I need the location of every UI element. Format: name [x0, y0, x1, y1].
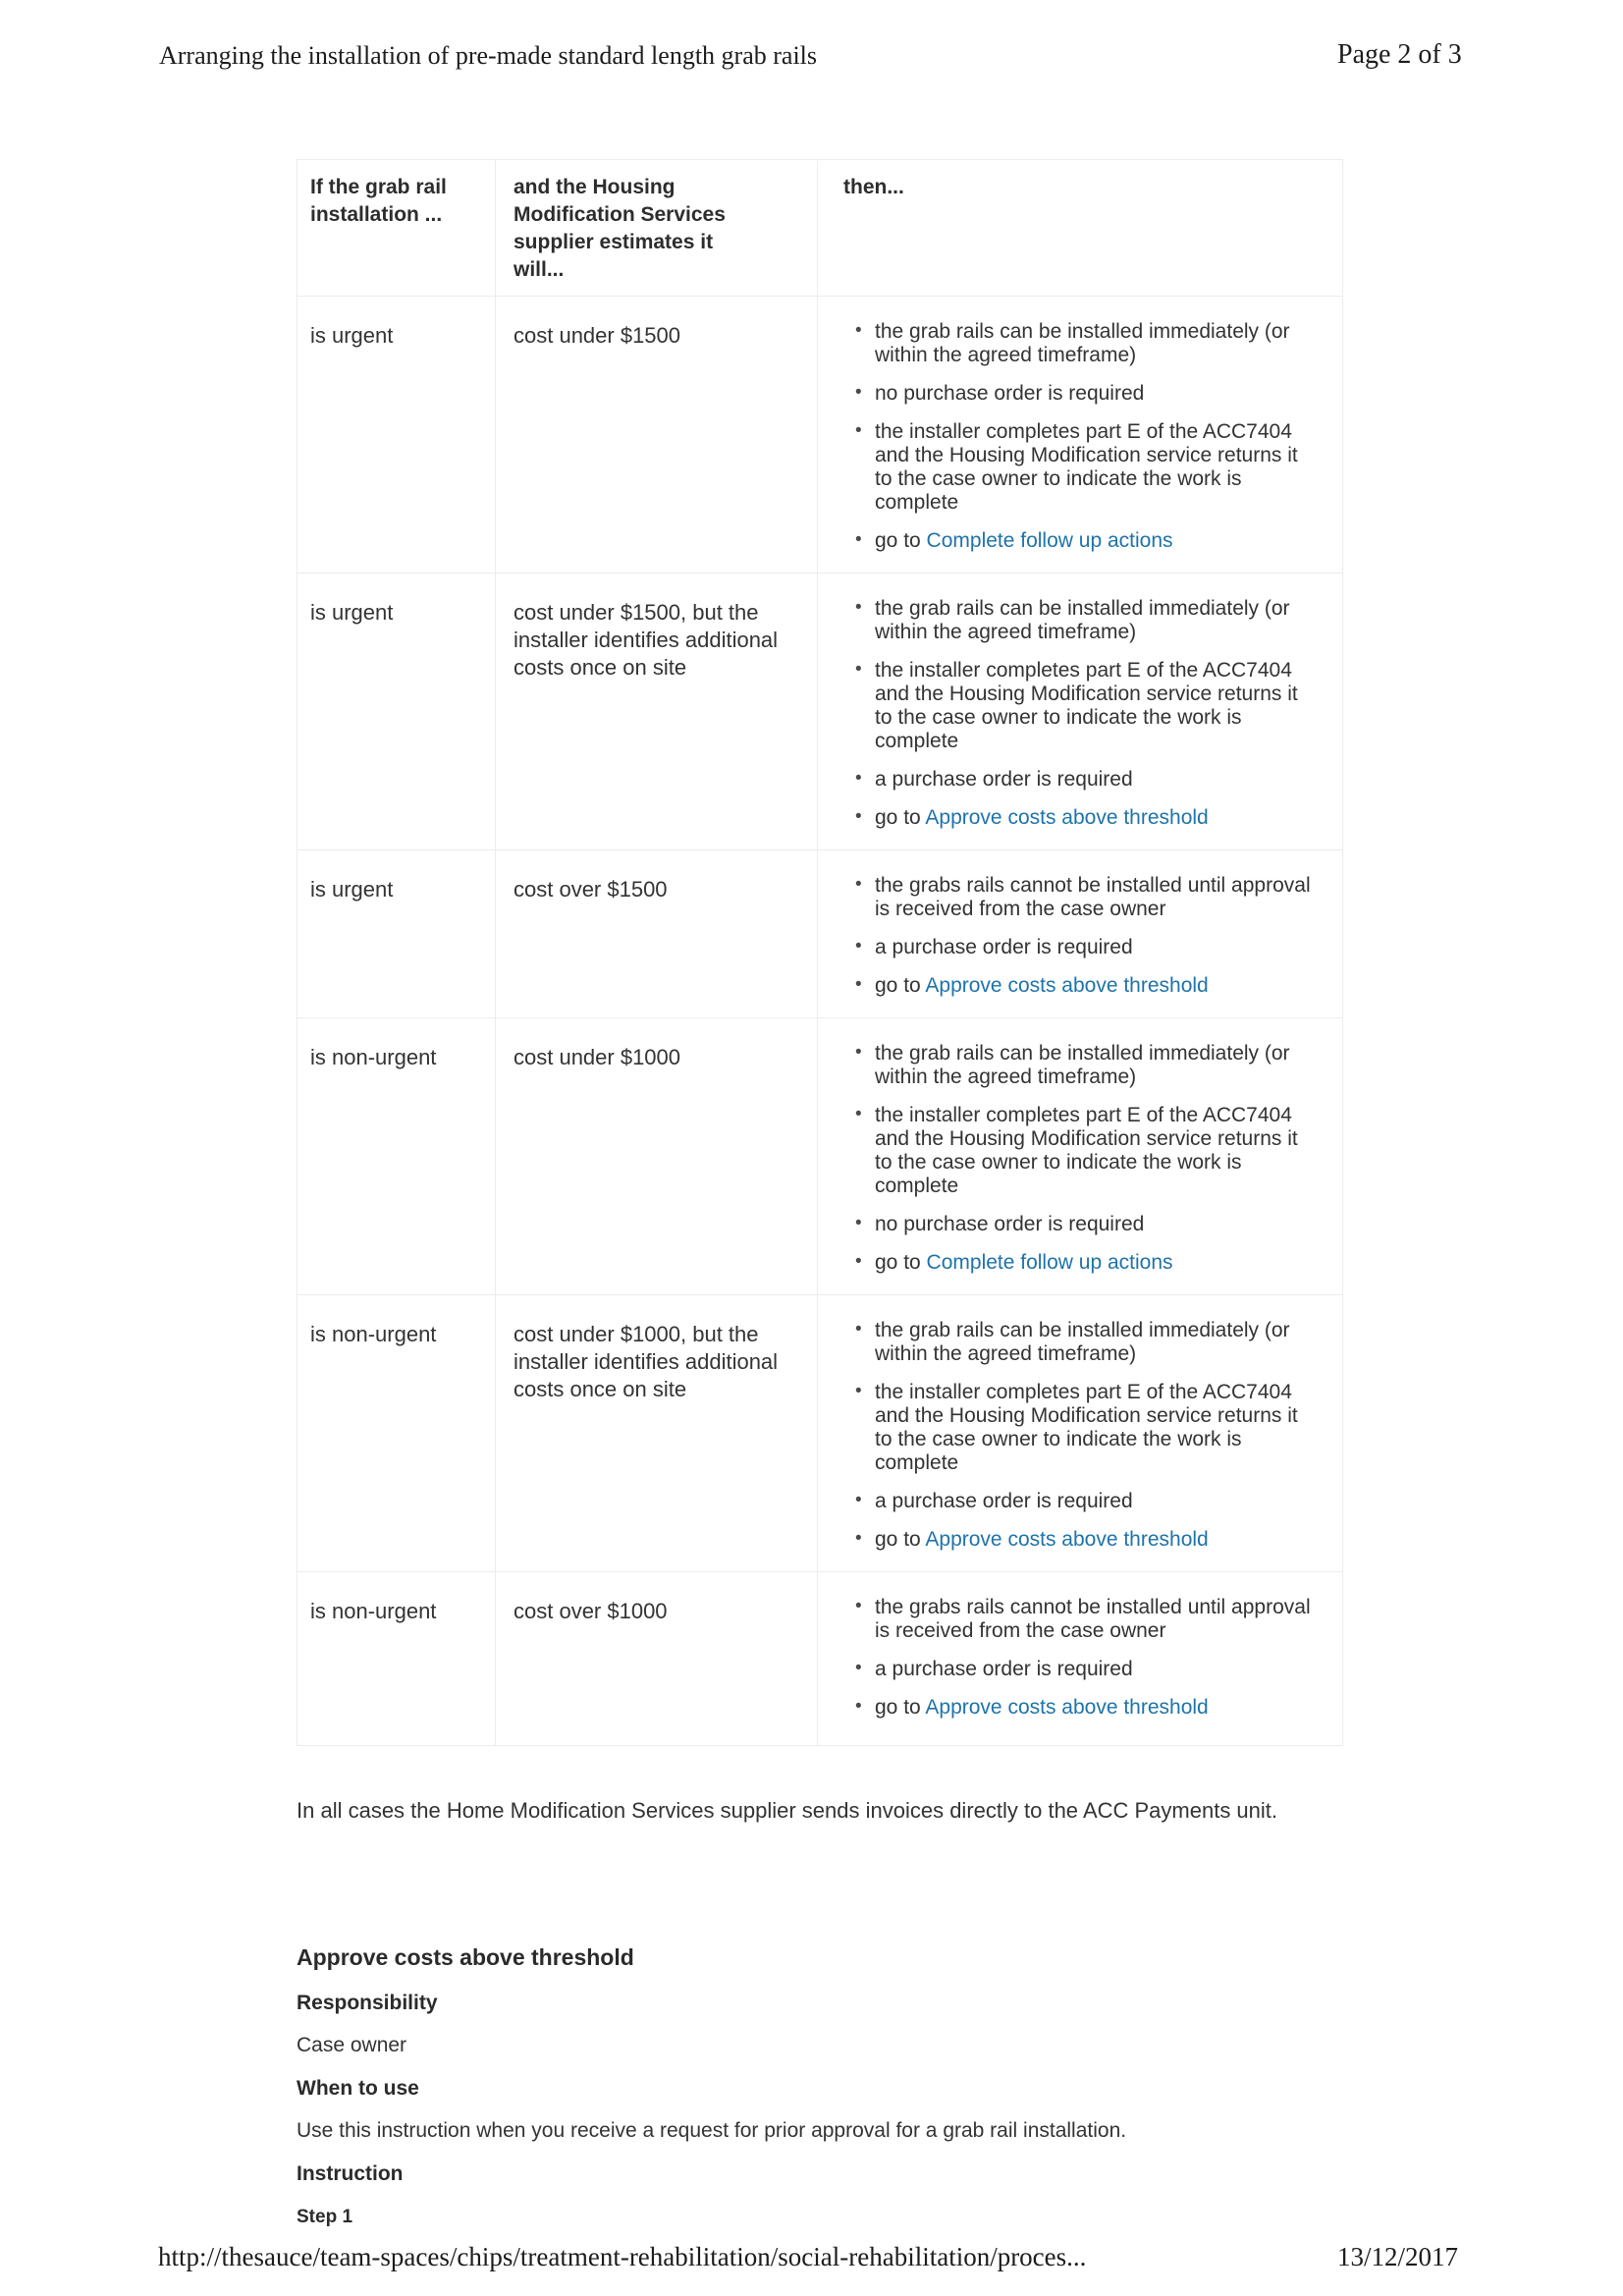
footer-date: 13/12/2017: [1337, 2242, 1459, 2271]
action-prefix: go to: [875, 1251, 927, 1274]
action-item: [851, 529, 1312, 553]
cell-actions: [818, 850, 1344, 1017]
action-prefix: go to: [875, 974, 926, 997]
cell-actions: [818, 1295, 1344, 1571]
action-item: [851, 936, 1312, 959]
table-row: [298, 1571, 1342, 1745]
action-list: [851, 1596, 1312, 1720]
cell-condition: is non-urgent: [298, 1572, 496, 1745]
action-text: a purchase order is required: [875, 1490, 1133, 1512]
action-item: [851, 1528, 1312, 1552]
section-approve-costs: [297, 1944, 1343, 2227]
cell-estimate: cost under $1500, but the installer identifies additional costs once on site: [496, 574, 818, 849]
action-item: [851, 1596, 1312, 1643]
footer-url: http://thesauce/team-spaces/chips/treatment-rehabilitation/social-rehabilitation/proces...: [158, 2242, 1087, 2271]
header-cell-then: then...: [843, 176, 904, 198]
action-text: the installer completes part E of the ACC7404 and the Housing Modification service returns it to the case owner to indicate the work is complete: [875, 1104, 1298, 1197]
page-number: Page 2 of 3: [1337, 39, 1462, 70]
process-table: [297, 159, 1343, 1746]
link-approve-costs-above-threshold[interactable]: Approve costs above threshold: [925, 1528, 1209, 1551]
action-item: [851, 420, 1312, 515]
action-text: the grab rails can be installed immediately (or within the agreed timeframe): [875, 1042, 1290, 1088]
action-item: [851, 1104, 1312, 1198]
action-item: [851, 382, 1312, 406]
invoices-note: In all cases the Home Modification Services supplier sends invoices directly to the ACC Payments unit.: [297, 1798, 1278, 1823]
action-text: the installer completes part E of the ACC7404 and the Housing Modification service returns it to the case owner to indicate the work is complete: [875, 420, 1298, 514]
cell-estimate: cost under $1000, but the installer identifies additional costs once on site: [496, 1295, 818, 1571]
action-item: [851, 768, 1312, 792]
cell-condition: is non-urgent: [298, 1018, 496, 1294]
cell-actions: [818, 1572, 1344, 1745]
when-to-use-text: Use this instruction when you receive a request for prior approval for a grab rail installation.: [297, 2119, 1127, 2142]
cell-estimate: cost under $1000: [496, 1018, 818, 1294]
action-list: [851, 1042, 1312, 1275]
cell-condition: is non-urgent: [298, 1295, 496, 1571]
action-item: [851, 1042, 1312, 1089]
action-item: [851, 1251, 1312, 1275]
header-cell-estimate-text: and the Housing Modification Services supplier estimates it will...: [514, 176, 726, 281]
table-row: [298, 849, 1342, 1017]
action-prefix: go to: [875, 806, 926, 829]
link-complete-follow-up-actions[interactable]: Complete follow up actions: [926, 529, 1173, 552]
action-item: [851, 320, 1312, 367]
action-item: [851, 874, 1312, 921]
header-cell-condition: If the grab rail installation ...: [298, 160, 496, 296]
action-list: [851, 597, 1312, 830]
action-item: [851, 597, 1312, 644]
action-text: the grabs rails cannot be installed until approval is received from the case owner: [875, 874, 1311, 920]
cell-actions: [818, 297, 1344, 573]
section-heading: Approve costs above threshold: [297, 1944, 634, 1970]
table-row: [298, 573, 1342, 849]
instruction-label: Instruction: [297, 2162, 404, 2185]
action-list: [851, 1319, 1312, 1552]
responsibility-value: Case owner: [297, 2034, 407, 2056]
header-cell-estimate: [496, 160, 818, 296]
cell-estimate: cost under $1500: [496, 297, 818, 573]
action-text: a purchase order is required: [875, 1658, 1133, 1680]
when-to-use-label: When to use: [297, 2077, 419, 2100]
action-item: [851, 974, 1312, 998]
responsibility-label: Responsibility: [297, 1992, 438, 2014]
cell-actions: [818, 1018, 1344, 1294]
action-item: [851, 659, 1312, 753]
action-text: the grabs rails cannot be installed until approval is received from the case owner: [875, 1596, 1311, 1642]
cell-estimate: cost over $1500: [496, 850, 818, 1017]
cell-estimate: cost over $1000: [496, 1572, 818, 1745]
action-item: [851, 1696, 1312, 1720]
action-prefix: go to: [875, 529, 927, 552]
action-text: the grab rails can be installed immediately (or within the agreed timeframe): [875, 597, 1290, 643]
action-prefix: go to: [875, 1696, 926, 1719]
action-text: a purchase order is required: [875, 936, 1133, 958]
link-approve-costs-above-threshold[interactable]: Approve costs above threshold: [925, 806, 1209, 829]
action-list: [851, 874, 1312, 998]
link-complete-follow-up-actions[interactable]: Complete follow up actions: [926, 1251, 1173, 1274]
action-text: the installer completes part E of the ACC7404 and the Housing Modification service returns it to the case owner to indicate the work is complete: [875, 1381, 1298, 1474]
cell-condition: is urgent: [298, 297, 496, 573]
action-text: no purchase order is required: [875, 1213, 1145, 1235]
action-text: the grab rails can be installed immediately (or within the agreed timeframe): [875, 320, 1290, 366]
action-text: the grab rails can be installed immediately (or within the agreed timeframe): [875, 1319, 1290, 1365]
table-row: [298, 1017, 1342, 1294]
table-header-row: [298, 160, 1342, 296]
action-text: the installer completes part E of the ACC7404 and the Housing Modification service returns it to the case owner to indicate the work is complete: [875, 659, 1298, 752]
cell-condition: is urgent: [298, 850, 496, 1017]
action-text: a purchase order is required: [875, 768, 1133, 791]
cell-actions: [818, 574, 1344, 849]
step-1-label: Step 1: [297, 2207, 353, 2227]
cell-condition: is urgent: [298, 574, 496, 849]
action-item: [851, 1490, 1312, 1513]
action-item: [851, 1381, 1312, 1475]
action-item: [851, 1319, 1312, 1366]
link-approve-costs-above-threshold[interactable]: Approve costs above threshold: [925, 974, 1209, 997]
action-prefix: go to: [875, 1528, 926, 1551]
document-body: [297, 159, 1343, 2227]
action-item: [851, 1213, 1312, 1236]
link-approve-costs-above-threshold[interactable]: Approve costs above threshold: [925, 1696, 1209, 1719]
table-row: [298, 1294, 1342, 1571]
page-title: Arranging the installation of pre-made standard length grab rails: [159, 41, 818, 70]
table-row: [298, 296, 1342, 573]
action-list: [851, 320, 1312, 553]
action-text: no purchase order is required: [875, 382, 1145, 405]
action-item: [851, 1658, 1312, 1681]
action-item: [851, 806, 1312, 830]
